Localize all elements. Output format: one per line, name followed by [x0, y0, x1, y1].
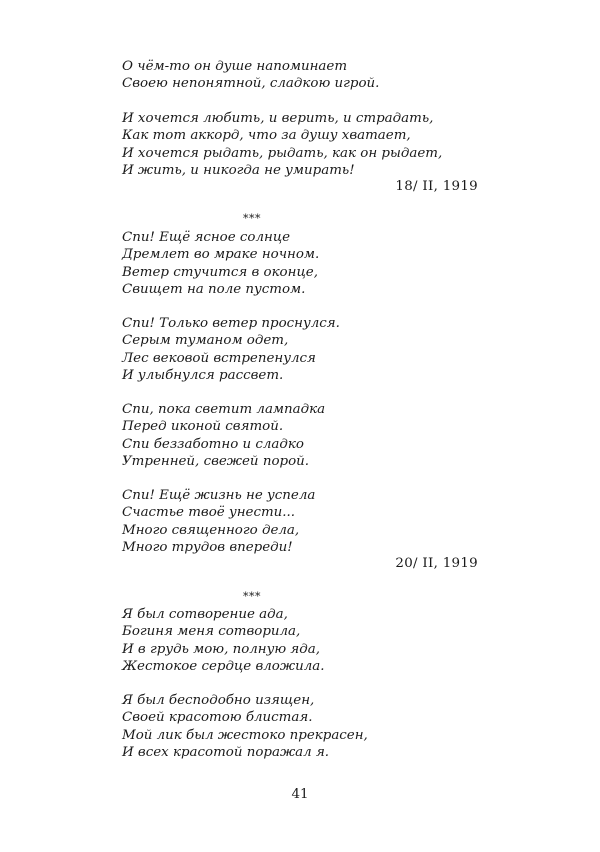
verse-line: И хочется любить, и верить, и страдать,: [122, 111, 434, 126]
verse-line: И в грудь мою, полную яда,: [122, 641, 321, 657]
verse-line: Ветер стучится в оконце,: [122, 264, 318, 280]
verse-line: Серым туманом одет,: [122, 333, 289, 349]
verse-line: Счастье твоё унести...: [122, 505, 296, 521]
verse-line: Много трудов впереди!: [122, 540, 293, 556]
verse-line: Я был сотворение ада,: [122, 607, 288, 622]
verse-line: И жить, и никогда не умирать!: [122, 163, 355, 179]
verse-line: Спи, пока светит лампадка: [122, 402, 326, 417]
poem2-stanza-1: [122, 229, 502, 299]
poem1-stanza-1: [122, 58, 502, 93]
verse-line: Жестокое сердце вложила.: [122, 659, 325, 675]
verse-line: Своею непонятной, сладкою игрой.: [122, 76, 380, 92]
verse-line: Своей красотою блистая.: [122, 710, 313, 726]
verse-line: Богиня меня сотворила,: [122, 624, 301, 640]
poem3-stanza-2: [122, 692, 502, 762]
verse-line: Мой лик был жестоко прекрасен,: [122, 727, 368, 743]
verse-line: Много священного дела,: [122, 522, 300, 538]
poem2-stanza-2: [122, 315, 502, 385]
verse-line: О чём-то он душе напоминает: [122, 59, 348, 74]
page-number: 41: [291, 787, 309, 802]
verse-line: Спи! Только ветер проснулся.: [122, 316, 340, 331]
poem2-stanza-4: [122, 487, 502, 557]
poem2-date: 20/ II, 1919: [395, 556, 478, 571]
verse-line: И улыбнулся рассвет.: [122, 368, 284, 384]
poem2-separator: ***: [243, 212, 261, 225]
poem1-stanza-2: [122, 110, 502, 180]
verse-line: Утренней, свежей порой.: [122, 454, 310, 470]
verse-line: Спи беззаботно и сладко: [122, 436, 304, 452]
poem3-stanza-1: [122, 606, 502, 676]
verse-line: Дремлет во мраке ночном.: [122, 247, 320, 263]
verse-line: Как тот аккорд, что за душу хватает,: [122, 128, 411, 144]
verse-line: И всех красотой поражал я.: [122, 745, 330, 761]
poem1-date: 18/ II, 1919: [395, 179, 478, 194]
verse-line: Свищет на поле пустом.: [122, 282, 306, 298]
verse-line: Я был бесподобно изящен,: [122, 693, 315, 708]
verse-line: Перед иконой святой.: [122, 419, 284, 435]
poem3-separator: ***: [243, 590, 261, 603]
verse-line: Спи! Ещё жизнь не успела: [122, 488, 316, 503]
verse-line: Лес вековой встрепенулся: [122, 350, 316, 366]
verse-line: И хочется рыдать, рыдать, как он рыдает,: [122, 145, 443, 161]
poem2-stanza-3: [122, 401, 502, 471]
verse-line: Спи! Ещё ясное солнце: [122, 230, 291, 245]
